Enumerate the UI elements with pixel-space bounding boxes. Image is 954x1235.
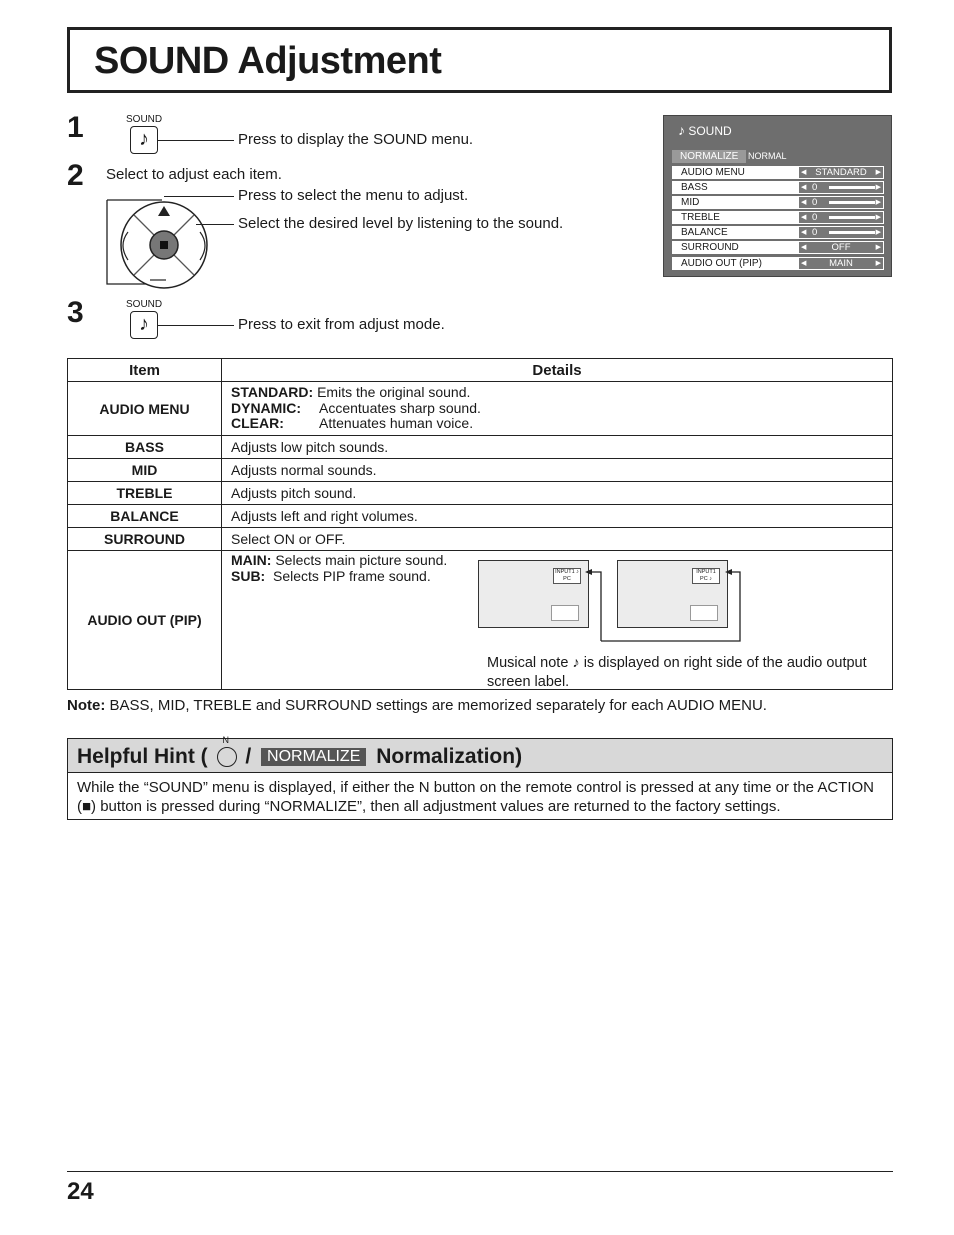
detail-audio-out: MAIN: Selects main picture sound. SUB: Selects PIP frame sound. Musical note ♪ is displayed on right side of the audio output screen label. — [222, 551, 893, 690]
osd-row-mid: MID ◀ 0 ▶ — [672, 196, 884, 209]
title-box — [67, 27, 892, 93]
detail-balance: Adjusts left and right volumes. — [222, 505, 893, 528]
leader-line — [164, 196, 234, 197]
details-table — [67, 358, 893, 690]
item-audio-menu: AUDIO MENU — [68, 382, 222, 436]
hint-body: While the “SOUND” menu is displayed, if either the N button on the remote control is pressed at any time or the ACTION (■) button is pressed during “NORMALIZE”, then all adjustment values are returned to the factory settings. — [77, 779, 875, 815]
step-3-text: Press to exit from adjust mode. — [238, 316, 445, 333]
step-1-text: Press to display the SOUND menu. — [238, 131, 474, 148]
osd-row-surround: SURROUND ◀ OFF ▶ — [672, 241, 884, 254]
hint-title: Helpful Hint ( N / NORMALIZE Normalization) — [77, 735, 523, 768]
leader-line — [158, 325, 234, 326]
table-row — [68, 528, 893, 551]
music-note-icon: ♪ — [130, 126, 158, 154]
table-row — [68, 436, 893, 459]
helpful-hint-box — [67, 735, 893, 820]
sound-menu-screen — [663, 115, 892, 277]
item-surround: SURROUND — [68, 528, 222, 551]
osd-header: ♪ SOUND — [678, 122, 732, 138]
level-bar — [829, 231, 875, 234]
table-row — [68, 382, 893, 436]
item-audio-out: AUDIO OUT (PIP) — [68, 551, 222, 690]
leader-line — [158, 140, 234, 141]
osd-row-bass: BASS ◀ 0 ▶ — [672, 181, 884, 194]
level-bar — [829, 186, 875, 189]
sound-button-label: SOUND — [126, 299, 163, 310]
table-header-row — [68, 359, 893, 382]
osd-normal-label: NORMAL — [748, 151, 787, 161]
step-1-number: 1 — [67, 111, 84, 144]
step-2-number: 2 — [67, 159, 84, 192]
step-2-text-a: Press to select the menu to adjust. — [238, 187, 469, 204]
note: Note: BASS, MID, TREBLE and SURROUND settings are memorized separately for each AUDIO MENU. — [67, 697, 767, 714]
item-bass: BASS — [68, 436, 222, 459]
normalize-tag: NORMALIZE — [261, 748, 366, 766]
detail-treble: Adjusts pitch sound. — [222, 482, 893, 505]
screen-label: INPUT1 PC ♪ — [692, 568, 720, 584]
level-bar — [829, 201, 875, 204]
hint-title-bar — [68, 735, 892, 773]
table-row — [68, 482, 893, 505]
osd-row-audio-out: AUDIO OUT (PIP) ◀ MAIN ▶ — [672, 257, 884, 270]
main-screen-example — [478, 560, 589, 628]
item-treble: TREBLE — [68, 482, 222, 505]
connector-lines — [580, 565, 745, 645]
page-number: 24 — [67, 1178, 94, 1205]
dpad-icon — [104, 196, 214, 290]
detail-bass: Adjusts low pitch sounds. — [222, 436, 893, 459]
table-row — [68, 459, 893, 482]
level-bar — [829, 216, 875, 219]
n-button-icon: N — [217, 747, 237, 767]
osd-row-audio-menu: AUDIO MENU ◀ STANDARD ▶ — [672, 166, 884, 179]
music-note-icon: ♪ — [709, 576, 712, 582]
osd-normalize-tab: NORMALIZE — [672, 150, 746, 163]
music-note-icon: ♪ — [576, 569, 579, 575]
header-item: Item — [68, 359, 222, 382]
music-note-icon: ♪ — [678, 122, 685, 138]
leader-line — [196, 224, 234, 225]
footer-rule — [67, 1171, 893, 1172]
sound-button-label: SOUND — [126, 114, 163, 125]
music-note-icon: ♪ — [130, 311, 158, 339]
pip-window — [551, 605, 579, 621]
detail-audio-menu: STANDARD: Emits the original sound. DYNAMIC: Accentuates sharp sound. CLEAR: Attenuates human voice. — [222, 382, 893, 436]
item-mid: MID — [68, 459, 222, 482]
detail-surround: Select ON or OFF. — [222, 528, 893, 551]
page-title: SOUND Adjustment — [94, 40, 442, 82]
detail-mid: Adjusts normal sounds. — [222, 459, 893, 482]
step-2-text-b: Select the desired level by listening to the sound. — [238, 215, 564, 232]
step-2-intro: Select to adjust each item. — [106, 166, 282, 183]
step-3-number: 3 — [67, 296, 84, 329]
osd-row-treble: TREBLE ◀ 0 ▶ — [672, 211, 884, 224]
item-balance: BALANCE — [68, 505, 222, 528]
sound-button — [126, 114, 163, 156]
table-row — [68, 505, 893, 528]
sound-button — [126, 299, 163, 341]
audio-out-caption: Musical note ♪ is displayed on right side of the audio output screen label. — [487, 655, 867, 690]
header-details: Details — [222, 359, 893, 382]
screen-label: INPUT1 ♪ PC — [553, 568, 581, 584]
osd-row-balance: BALANCE ◀ 0 ▶ — [672, 226, 884, 239]
